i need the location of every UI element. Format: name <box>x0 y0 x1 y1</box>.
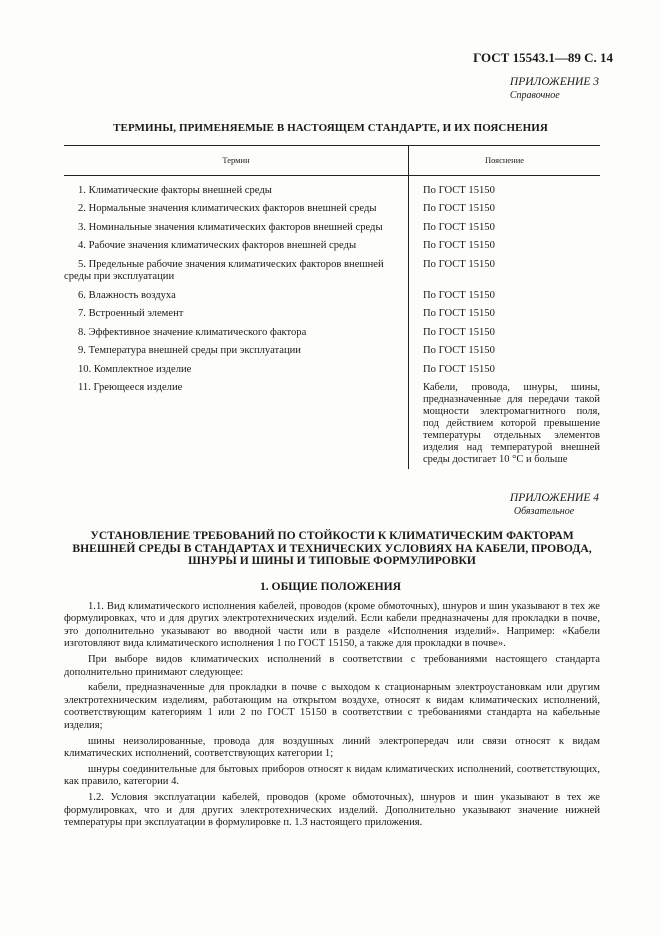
term-cell <box>64 287 409 306</box>
explanation-cell: По ГОСТ 15150 <box>423 221 495 233</box>
appendix-3-block <box>510 76 599 102</box>
body-text <box>64 601 600 833</box>
table-row <box>64 361 600 380</box>
explanation-cell: По ГОСТ 15150 <box>423 184 495 196</box>
appendix-4-label: ПРИЛОЖЕНИЕ 4 <box>509 492 599 504</box>
term-cell <box>64 324 409 343</box>
explanation-cell: По ГОСТ 15150 <box>423 203 495 214</box>
table-row <box>64 256 600 287</box>
term-cell <box>64 379 409 469</box>
column-header-explanation: Пояснение <box>409 146 601 176</box>
term-cell <box>64 342 409 361</box>
term-cell <box>64 305 409 324</box>
explanation-cell: По ГОСТ 15150 <box>423 240 495 251</box>
paragraph-1-2: 1.2. Условия эксплуатации кабелей, проводов (кроме обмоточных), шнуров и шин указывают в тех же формулировках, что и для других электротехнических изделий. Дополнительно указывают значение нижней температуры при эксплуатации в формулировке п. 1.3 настоящего приложения. <box>64 792 600 828</box>
appendix-4-title: УСТАНОВЛЕНИЕ ТРЕБОВАНИЙ ПО СТОЙКОСТИ К КЛИМАТИЧЕСКИМ ФАКТОРАМ ВНЕШНЕЙ СРЕДЫ В СТАНДАРТАХ И ТЕХНИЧЕСКИХ УСЛОВИЯХ НА КАБЕЛИ, ПРОВОДА, ШНУРЫ И ШИНЫ И ТИПОВЫЕ ФОРМУЛИРОВКИ <box>72 529 592 567</box>
explanation-cell: По ГОСТ 15150 <box>423 345 495 356</box>
term-text: 1. Климатические факторы внешней среды <box>78 184 272 196</box>
term-cell <box>64 361 409 380</box>
table-row <box>64 324 600 343</box>
terms-table-body <box>64 175 600 469</box>
term-cell <box>64 175 409 200</box>
appendix-3-type: Справочное <box>509 90 560 101</box>
explanation-cell: По ГОСТ 15150 <box>423 308 495 319</box>
term-text: 4. Рабочие значения климатических факторов внешней среды <box>78 240 357 251</box>
table-header-row <box>64 146 600 176</box>
term-text: 8. Эффективное значение климатического фактора <box>78 326 307 338</box>
term-text: 6. Влажность воздуха <box>78 289 176 301</box>
paragraph-cords: шнуры соединительные для бытовых приборов относят к видам климатических исполнений, соответствующих, как правило, категории 4. <box>64 763 600 788</box>
section-1-heading: 1. ОБЩИЕ ПОЛОЖЕНИЯ <box>259 580 402 593</box>
appendix-4-type: Обязательное <box>513 506 575 517</box>
explanation-cell: По ГОСТ 15150 <box>423 326 495 338</box>
paragraph-1-1: 1.1. Вид климатического исполнения кабелей, проводов (кроме обмоточных), шнуров и шин указывают в тех же формулировках, что и для других электротехнических изделий. Если кабели предназначены для прокладки в почве, это дополнительно указывают во вводной части или в разделе «Исполнения изделий». Например: «Кабели изготовляют вида климатического исполнения 1 по ГОСТ 15150, а также для прокладки в почве». <box>64 601 600 650</box>
paragraph-cables-soil: кабели, предназначенные для прокладки в почве с выходом к стационарным электроустановкам или другим электротехническим изделиям, работающим на открытом воздухе, относят к видам климатических исполнений, соответствующим категориям 1 или 2 по ГОСТ 15150 в соответствии с требованиями стандарта на кабельные изделия; <box>64 682 600 731</box>
term-cell <box>64 219 409 238</box>
table-row <box>64 379 600 469</box>
terms-title: ТЕРМИНЫ, ПРИМЕНЯЕМЫЕ В НАСТОЯЩЕМ СТАНДАРТЕ, И ИХ ПОЯСНЕНИЯ <box>113 122 548 134</box>
term-text: 11. Греющееся изделие <box>78 382 183 393</box>
explanation-cell: По ГОСТ 15150 <box>423 258 495 270</box>
term-cell <box>64 237 409 256</box>
term-text: 9. Температура внешней среды при эксплуатации <box>78 345 301 356</box>
appendix-4-block <box>510 492 599 518</box>
column-header-term: Термин <box>64 146 409 176</box>
table-row <box>64 219 600 238</box>
table-row <box>64 287 600 306</box>
paragraph-bus-bars: шины неизолированные, провода для воздушных линий электропередач или связи относят к видам климатических исполнений, соответствующих категории 1; <box>64 735 600 759</box>
term-text: 5. Предельные рабочие значения климатических факторов внешней среды при эксплуатации <box>64 258 384 282</box>
term-text: 2. Нормальные значения климатических факторов внешней среды <box>78 203 377 214</box>
table-row <box>64 305 600 324</box>
term-text: 7. Встроенный элемент <box>78 308 184 319</box>
term-text: 10. Комплектное изделие <box>78 363 192 375</box>
terms-table <box>64 145 600 469</box>
table-row <box>64 200 600 219</box>
term-text: 3. Номинальные значения климатических факторов внешней среды <box>78 221 383 233</box>
explanation-cell: По ГОСТ 15150 <box>423 289 495 301</box>
table-row <box>64 342 600 361</box>
explanation-cell: Кабели, провода, шнуры, шины, предназначенные для передачи такой мощности электромагнитного поля, под действием которой превышение температуры отдельных элементов изделия над температурой внешней среды достигает 10 °С и больше <box>423 382 600 465</box>
explanation-cell: По ГОСТ 15150 <box>423 363 495 375</box>
term-cell <box>64 200 409 219</box>
table-row <box>64 237 600 256</box>
paragraph-selection: При выборе видов климатических исполнений в соответствии с требованиями настоящего стандарта дополнительно принимают следующее: <box>64 654 600 678</box>
term-cell <box>64 256 409 287</box>
page-header: ГОСТ 15543.1—89 С. 14 <box>473 50 613 65</box>
appendix-3-label: ПРИЛОЖЕНИЕ 3 <box>509 76 599 88</box>
table-row <box>64 175 600 200</box>
